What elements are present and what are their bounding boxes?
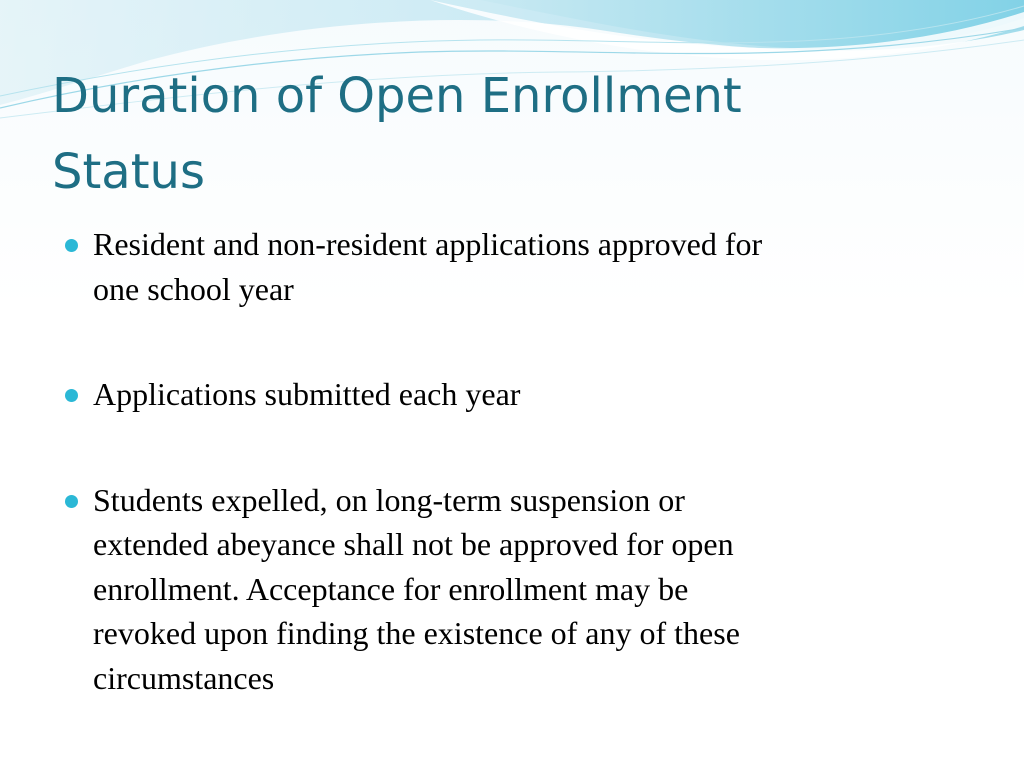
bullet-line: Students expelled, on long-term suspension or	[93, 481, 685, 518]
bullet-marker-icon	[65, 239, 78, 252]
bullet-line: circumstances	[93, 659, 275, 696]
bullet-marker-icon	[65, 389, 78, 402]
bullet-line: Applications submitted each year	[93, 376, 521, 412]
bullet-line: Resident and non-resident applications approved for	[93, 226, 763, 262]
slide-title-line-2: Status	[52, 144, 205, 200]
bullet-item	[62, 222, 962, 311]
bullet-line: extended abeyance shall not be approved for open	[93, 526, 734, 562]
bullet-line: revoked upon finding the existence of any of these	[93, 615, 740, 651]
bullet-item	[62, 478, 962, 701]
bullet-line: enrollment. Acceptance for enrollment may be	[93, 570, 689, 607]
bullet-item	[62, 372, 962, 417]
bullet-list	[62, 222, 962, 700]
bullet-line: one school year	[93, 270, 294, 307]
slide-title	[52, 58, 952, 210]
bullet-marker-icon	[65, 495, 78, 508]
slide-title-line-1: Duration of Open Enrollment	[52, 68, 742, 124]
